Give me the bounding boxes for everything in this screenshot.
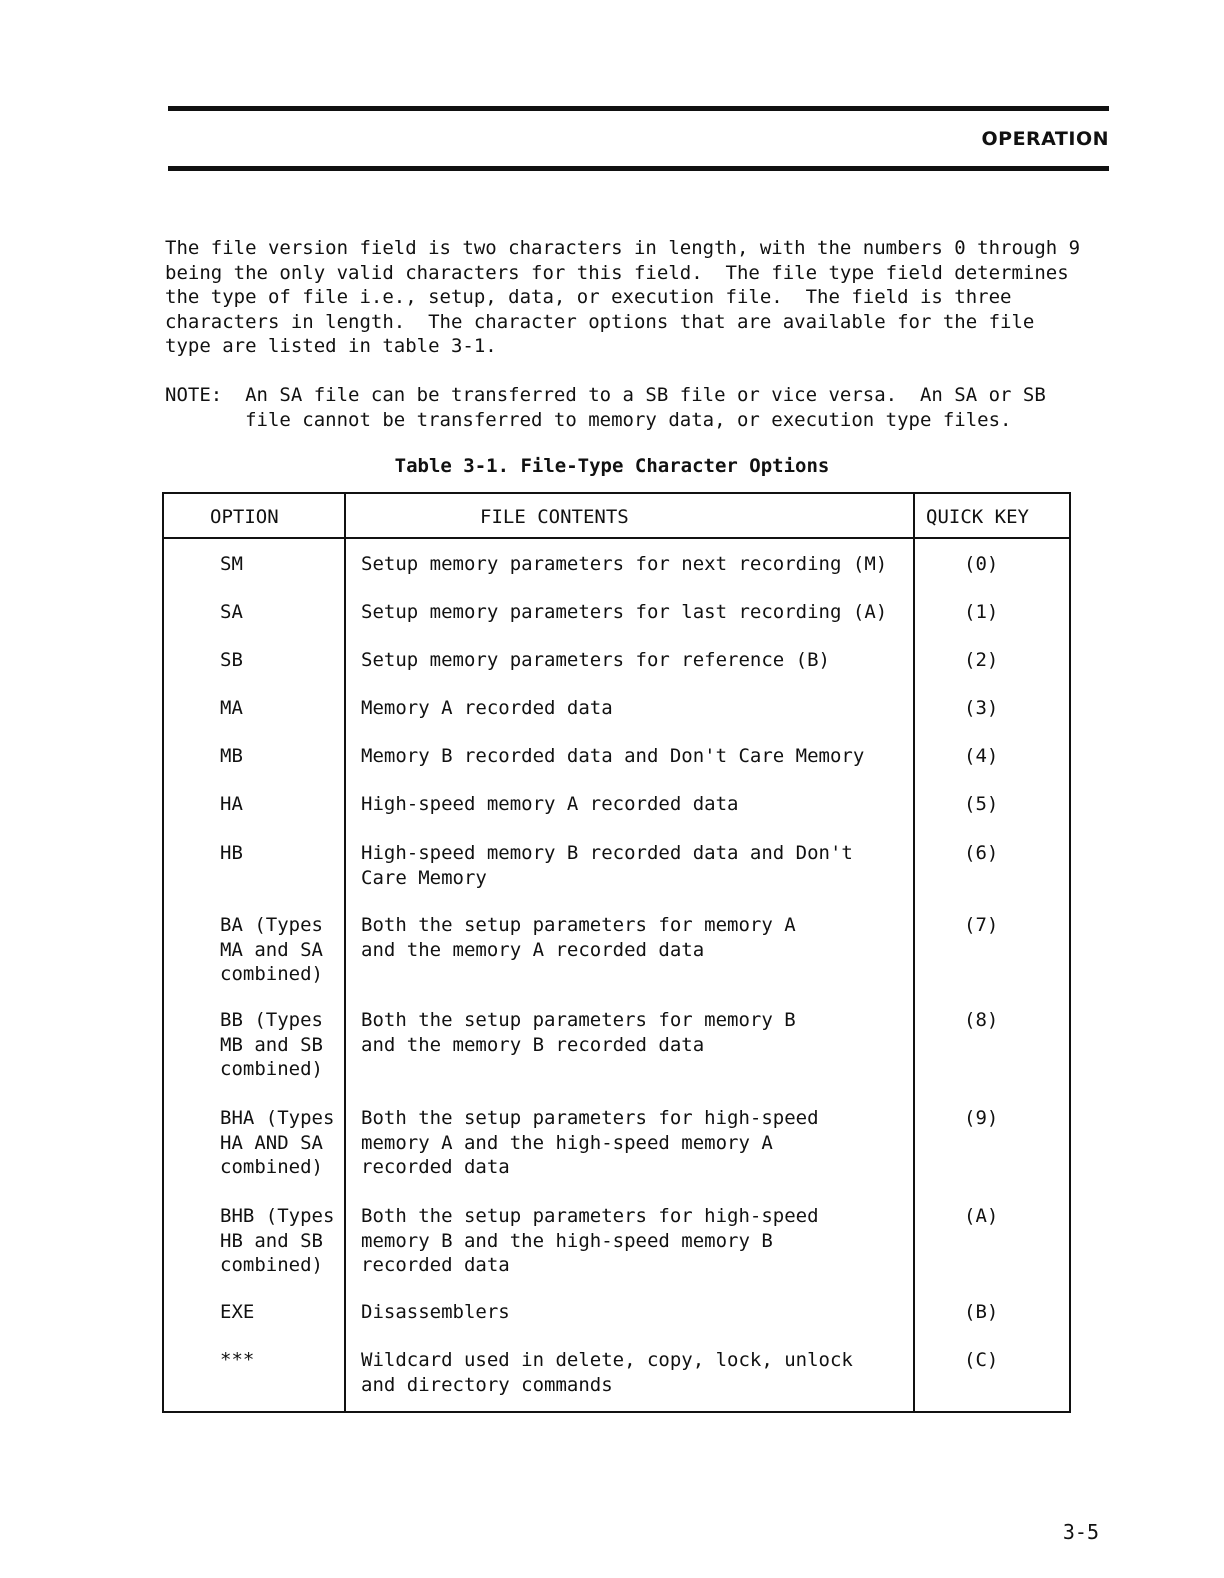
row-option: EXE <box>220 1301 255 1323</box>
row-option: HA <box>220 793 243 815</box>
note-paragraph: NOTE: An SA file can be transferred to a SB file or vice versa. An SA or SB file cannot be transferred to memory data, or execution type files. <box>165 384 1046 431</box>
row-option: HB <box>220 842 243 864</box>
table-divider-2 <box>913 494 915 1411</box>
header-quick-key: QUICK KEY <box>926 506 1029 528</box>
row-quick-key: (6) <box>964 842 999 864</box>
header-rule-bottom <box>168 166 1109 171</box>
row-option: MB <box>220 745 243 767</box>
row-quick-key: (7) <box>964 914 999 936</box>
row-contents: Wildcard used in delete, copy, lock, unlock and directory commands <box>361 1349 853 1396</box>
row-option: SA <box>220 601 243 623</box>
row-contents: Both the setup parameters for memory A and the memory A recorded data <box>361 914 796 961</box>
row-option: MA <box>220 697 243 719</box>
row-quick-key: (A) <box>964 1205 999 1227</box>
row-option: BHA (Types HA AND SA combined) <box>220 1107 335 1178</box>
row-quick-key: (5) <box>964 793 999 815</box>
row-contents: Setup memory parameters for last recording (A) <box>361 601 888 623</box>
row-option: BA (Types MA and SA combined) <box>220 914 323 985</box>
row-option: SB <box>220 649 243 671</box>
file-type-table <box>162 492 1071 1413</box>
row-quick-key: (B) <box>964 1301 999 1323</box>
row-contents: Both the setup parameters for memory B and the memory B recorded data <box>361 1009 796 1056</box>
header-rule-top <box>168 106 1109 111</box>
row-quick-key: (8) <box>964 1009 999 1031</box>
table-header-rule <box>164 537 1069 539</box>
row-contents: Both the setup parameters for high-speed memory A and the high-speed memory A recorded data <box>361 1107 819 1178</box>
row-quick-key: (9) <box>964 1107 999 1129</box>
row-contents: High-speed memory B recorded data and Don't Care Memory <box>361 842 853 889</box>
row-quick-key: (4) <box>964 745 999 767</box>
table-caption: Table 3-1. File-Type Character Options <box>394 455 830 477</box>
row-option: *** <box>220 1349 255 1371</box>
row-contents: Disassemblers <box>361 1301 510 1323</box>
row-contents: High-speed memory A recorded data <box>361 793 739 815</box>
row-contents: Setup memory parameters for reference (B) <box>361 649 830 671</box>
row-option: BHB (Types HB and SB combined) <box>220 1205 335 1276</box>
row-quick-key: (3) <box>964 697 999 719</box>
page-number: 3-5 <box>1062 1520 1099 1544</box>
row-option: BB (Types MB and SB combined) <box>220 1009 323 1080</box>
row-quick-key: (C) <box>964 1349 999 1371</box>
header-option: OPTION <box>210 506 279 528</box>
section-title: OPERATION <box>981 128 1109 150</box>
table-divider-1 <box>344 494 346 1411</box>
row-contents: Memory B recorded data and Don't Care Memory <box>361 745 865 767</box>
body-paragraph: The file version field is two characters in length, with the numbers 0 through 9 being the only valid characters for this field. The file type field determines the type of file i.e., setup, data, or execution file. The field is three characters in length. The character options that are available for the file type are listed in table 3-1. <box>165 237 1081 357</box>
row-contents: Setup memory parameters for next recording (M) <box>361 553 888 575</box>
row-quick-key: (2) <box>964 649 999 671</box>
row-quick-key: (1) <box>964 601 999 623</box>
header-file-contents: FILE CONTENTS <box>480 506 629 528</box>
row-contents: Both the setup parameters for high-speed memory B and the high-speed memory B recorded data <box>361 1205 819 1276</box>
row-quick-key: (0) <box>964 553 999 575</box>
row-option: SM <box>220 553 243 575</box>
row-contents: Memory A recorded data <box>361 697 613 719</box>
